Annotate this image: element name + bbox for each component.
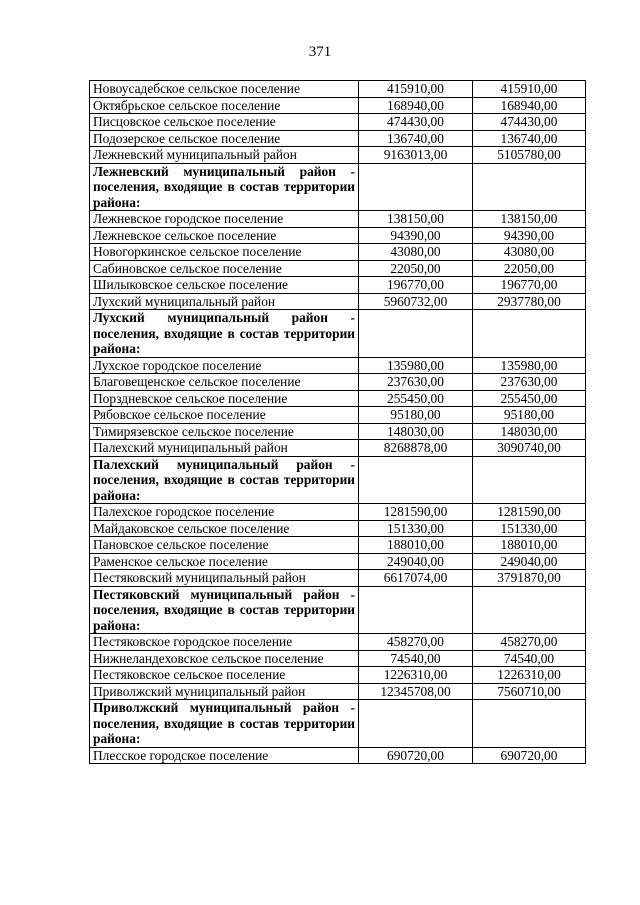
- table-section-header-row: [90, 310, 586, 358]
- row-name-cell: Пановское сельское поселение: [90, 537, 359, 554]
- row-value-1-cell: 1281590,00: [359, 504, 473, 521]
- table-row: [90, 260, 586, 277]
- table-row: [90, 537, 586, 554]
- row-name-cell: Тимирязевское сельское поселение: [90, 423, 359, 440]
- row-value-1-cell: 22050,00: [359, 260, 473, 277]
- table-row: [90, 277, 586, 294]
- row-name-cell: Порздневское сельское поселение: [90, 390, 359, 407]
- row-value-1-cell: 196770,00: [359, 277, 473, 294]
- row-value-2-cell: 151330,00: [473, 520, 586, 537]
- row-value-1-cell: 474430,00: [359, 114, 473, 131]
- table-row: [90, 147, 586, 164]
- row-value-2-cell: 255450,00: [473, 390, 586, 407]
- table-section-header-row: [90, 700, 586, 748]
- row-value-2-cell: 168940,00: [473, 97, 586, 114]
- row-name-cell: Раменское сельское поселение: [90, 553, 359, 570]
- table-row: [90, 407, 586, 424]
- row-value-1-cell: 8268878,00: [359, 440, 473, 457]
- row-name-cell: Пестяковское городское поселение: [90, 634, 359, 651]
- table-row: [90, 357, 586, 374]
- row-name-cell: Лухский муниципальный район - поселения, входящие в состав территории района:: [90, 310, 359, 358]
- row-value-2-cell: 148030,00: [473, 423, 586, 440]
- row-name-cell: Лежневское сельское поселение: [90, 227, 359, 244]
- table-row: [90, 634, 586, 651]
- row-value-1-cell: 188010,00: [359, 537, 473, 554]
- table-section-header-row: [90, 586, 586, 634]
- row-value-1-cell: 43080,00: [359, 244, 473, 261]
- row-value-2-cell: [473, 456, 586, 504]
- row-value-1-cell: [359, 700, 473, 748]
- row-value-2-cell: 3090740,00: [473, 440, 586, 457]
- table-row: [90, 520, 586, 537]
- row-value-2-cell: 3791870,00: [473, 570, 586, 587]
- row-value-2-cell: 1281590,00: [473, 504, 586, 521]
- table-row: [90, 211, 586, 228]
- row-value-2-cell: [473, 700, 586, 748]
- row-value-1-cell: [359, 310, 473, 358]
- table-row: [90, 114, 586, 131]
- row-name-cell: Нижнеландеховское сельское поселение: [90, 650, 359, 667]
- budget-table-body: [90, 81, 586, 764]
- row-name-cell: Лухский муниципальный район: [90, 293, 359, 310]
- table-row: [90, 570, 586, 587]
- row-value-1-cell: 94390,00: [359, 227, 473, 244]
- table-row: [90, 747, 586, 764]
- row-value-2-cell: 690720,00: [473, 747, 586, 764]
- row-value-1-cell: 135980,00: [359, 357, 473, 374]
- table-row: [90, 244, 586, 261]
- row-name-cell: Лухское городское поселение: [90, 357, 359, 374]
- row-value-2-cell: 22050,00: [473, 260, 586, 277]
- table-row: [90, 440, 586, 457]
- row-value-1-cell: 148030,00: [359, 423, 473, 440]
- row-value-1-cell: 9163013,00: [359, 147, 473, 164]
- row-name-cell: Палехское городское поселение: [90, 504, 359, 521]
- row-value-2-cell: 249040,00: [473, 553, 586, 570]
- table-row: [90, 667, 586, 684]
- table-row: [90, 423, 586, 440]
- row-value-2-cell: [473, 586, 586, 634]
- row-value-1-cell: 6617074,00: [359, 570, 473, 587]
- row-name-cell: Новоусадебское сельское поселение: [90, 81, 359, 98]
- table-section-header-row: [90, 163, 586, 211]
- table-row: [90, 293, 586, 310]
- row-name-cell: Лежневское городское поселение: [90, 211, 359, 228]
- row-value-2-cell: 135980,00: [473, 357, 586, 374]
- row-name-cell: Пестяковский муниципальный район: [90, 570, 359, 587]
- row-value-2-cell: 196770,00: [473, 277, 586, 294]
- table-row: [90, 374, 586, 391]
- row-value-1-cell: 138150,00: [359, 211, 473, 228]
- row-name-cell: Писцовское сельское поселение: [90, 114, 359, 131]
- row-value-1-cell: 12345708,00: [359, 683, 473, 700]
- row-name-cell: Благовещенское сельское поселение: [90, 374, 359, 391]
- row-value-1-cell: 237630,00: [359, 374, 473, 391]
- row-name-cell: Палехский муниципальный район - поселения, входящие в состав территории района:: [90, 456, 359, 504]
- row-value-1-cell: 249040,00: [359, 553, 473, 570]
- row-value-2-cell: [473, 163, 586, 211]
- row-name-cell: Рябовское сельское поселение: [90, 407, 359, 424]
- row-value-1-cell: 1226310,00: [359, 667, 473, 684]
- row-value-1-cell: 136740,00: [359, 130, 473, 147]
- row-value-1-cell: [359, 586, 473, 634]
- row-name-cell: Плесское городское поселение: [90, 747, 359, 764]
- row-value-2-cell: 237630,00: [473, 374, 586, 391]
- table-row: [90, 683, 586, 700]
- table-row: [90, 227, 586, 244]
- row-value-2-cell: [473, 310, 586, 358]
- table-section-header-row: [90, 456, 586, 504]
- row-value-1-cell: [359, 163, 473, 211]
- row-value-1-cell: 5960732,00: [359, 293, 473, 310]
- table-row: [90, 130, 586, 147]
- row-value-1-cell: 458270,00: [359, 634, 473, 651]
- table-row: [90, 650, 586, 667]
- table-row: [90, 97, 586, 114]
- table-row: [90, 553, 586, 570]
- row-value-2-cell: 415910,00: [473, 81, 586, 98]
- table-row: [90, 81, 586, 98]
- row-value-1-cell: 168940,00: [359, 97, 473, 114]
- row-name-cell: Лежневский муниципальный район - поселения, входящие в состав территории района:: [90, 163, 359, 211]
- row-value-2-cell: 43080,00: [473, 244, 586, 261]
- row-value-2-cell: 136740,00: [473, 130, 586, 147]
- row-name-cell: Приволжский муниципальный район: [90, 683, 359, 700]
- row-name-cell: Пестяковское сельское поселение: [90, 667, 359, 684]
- row-value-2-cell: 7560710,00: [473, 683, 586, 700]
- row-name-cell: Майдаковское сельское поселение: [90, 520, 359, 537]
- row-value-2-cell: 138150,00: [473, 211, 586, 228]
- row-name-cell: Подозерское сельское поселение: [90, 130, 359, 147]
- table-row: [90, 390, 586, 407]
- row-name-cell: Октябрьское сельское поселение: [90, 97, 359, 114]
- table-row: [90, 504, 586, 521]
- row-name-cell: Шилыковское сельское поселение: [90, 277, 359, 294]
- row-value-1-cell: [359, 456, 473, 504]
- row-name-cell: Новогоркинское сельское поселение: [90, 244, 359, 261]
- row-value-2-cell: 74540,00: [473, 650, 586, 667]
- row-value-2-cell: 474430,00: [473, 114, 586, 131]
- row-value-2-cell: 1226310,00: [473, 667, 586, 684]
- row-value-1-cell: 690720,00: [359, 747, 473, 764]
- budget-table: [89, 80, 586, 764]
- row-name-cell: Палехский муниципальный район: [90, 440, 359, 457]
- row-value-2-cell: 2937780,00: [473, 293, 586, 310]
- row-value-2-cell: 5105780,00: [473, 147, 586, 164]
- row-value-1-cell: 255450,00: [359, 390, 473, 407]
- row-value-2-cell: 188010,00: [473, 537, 586, 554]
- row-value-1-cell: 74540,00: [359, 650, 473, 667]
- row-name-cell: Приволжский муниципальный район - поселения, входящие в состав территории района:: [90, 700, 359, 748]
- row-name-cell: Сабиновское сельское поселение: [90, 260, 359, 277]
- page-number: 371: [308, 44, 332, 60]
- row-value-1-cell: 415910,00: [359, 81, 473, 98]
- row-value-1-cell: 151330,00: [359, 520, 473, 537]
- row-value-2-cell: 95180,00: [473, 407, 586, 424]
- row-name-cell: Лежневский муниципальный район: [90, 147, 359, 164]
- row-name-cell: Пестяковский муниципальный район - поселения, входящие в состав территории района:: [90, 586, 359, 634]
- row-value-2-cell: 94390,00: [473, 227, 586, 244]
- row-value-1-cell: 95180,00: [359, 407, 473, 424]
- row-value-2-cell: 458270,00: [473, 634, 586, 651]
